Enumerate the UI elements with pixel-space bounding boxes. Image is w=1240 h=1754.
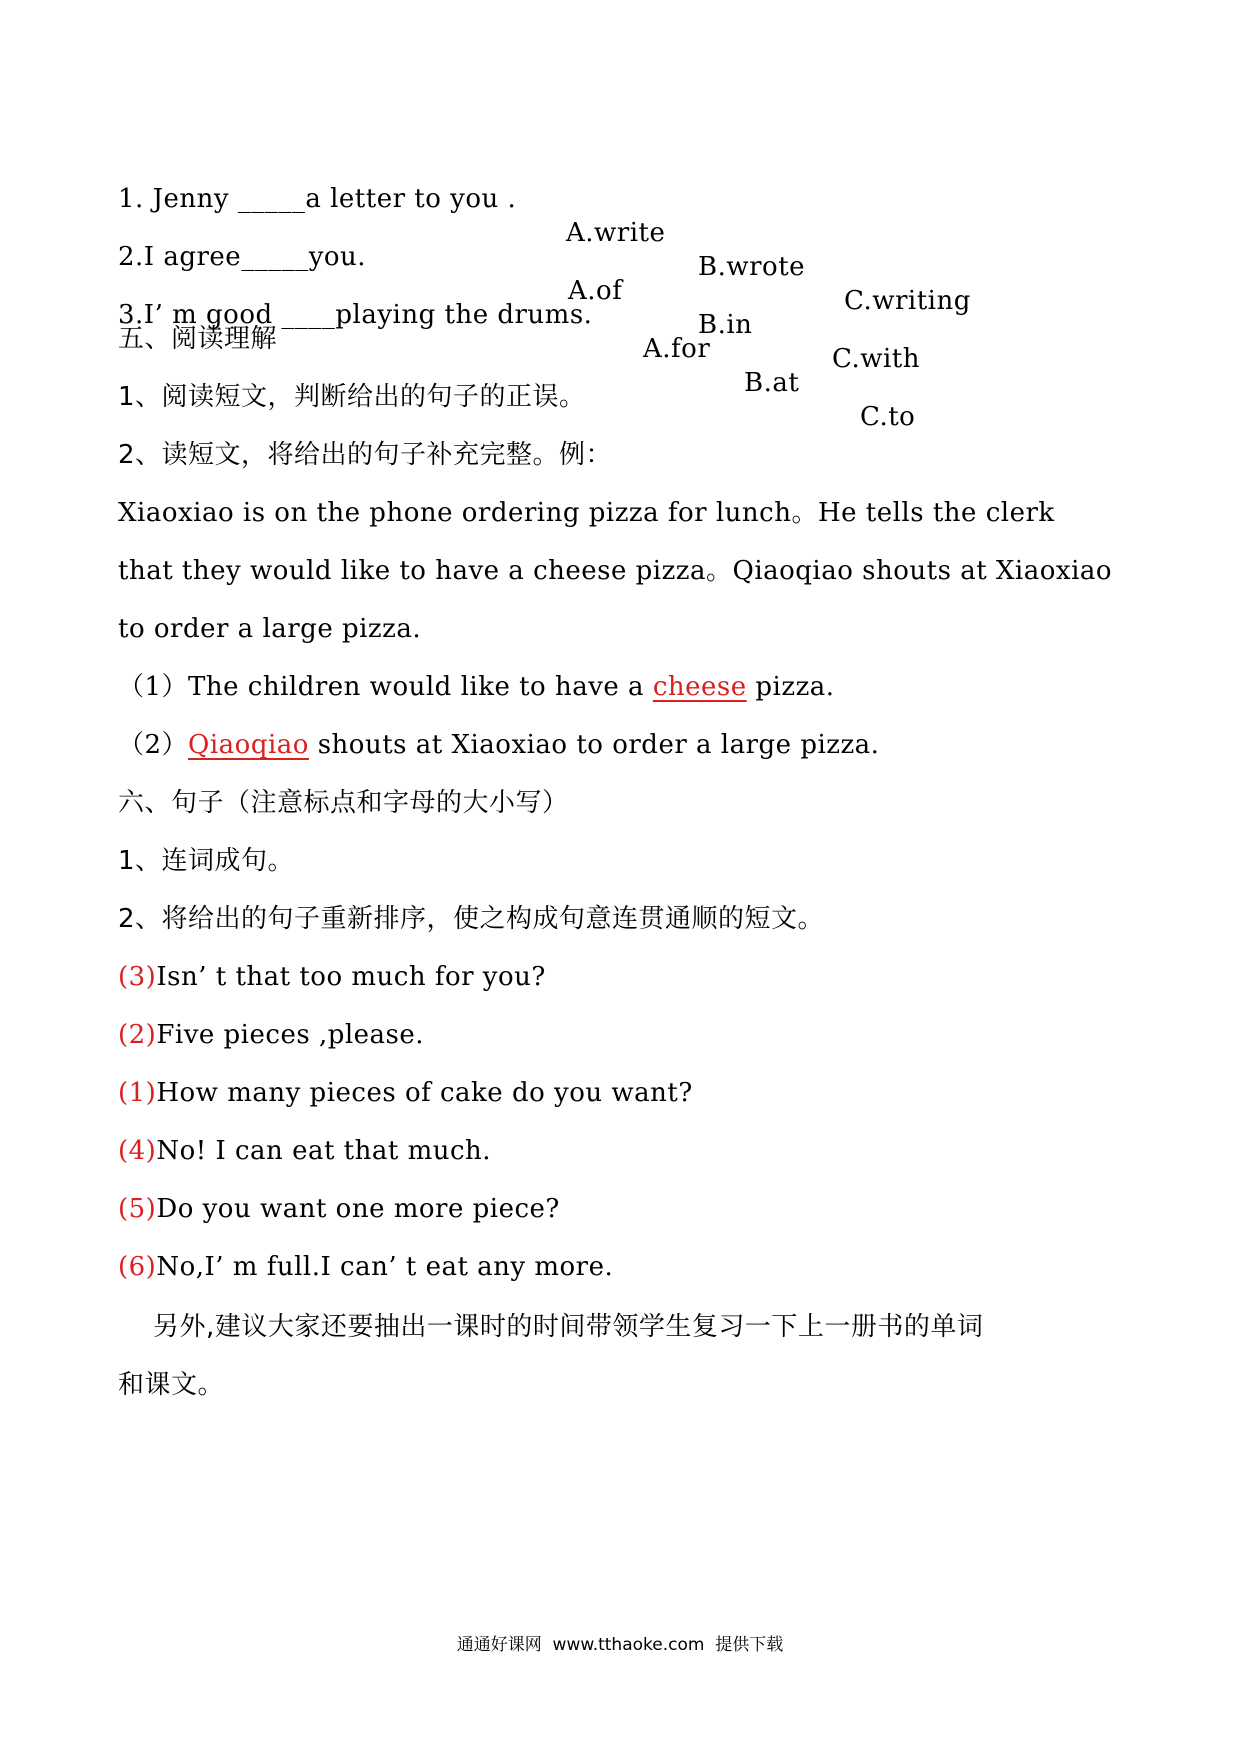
- question-3-option-a: A.for: [643, 334, 711, 364]
- question-1-stem: 1. Jenny _____a letter to you .: [118, 184, 517, 214]
- closing-line-1: 另外,建议大家还要抽出一课时的时间带领学生复习一下上一册书的单词: [118, 1312, 984, 1342]
- question-1-option-a: A.write: [566, 218, 666, 248]
- question-2-stem: 2.I agree_____you.: [118, 242, 367, 272]
- order-number: (4): [118, 1136, 157, 1166]
- example-1: [118, 670, 835, 704]
- order-line-3: [118, 1076, 693, 1110]
- section-6-title: 六、句子（注意标点和字母的大小写）: [118, 788, 569, 818]
- section-5-item-1: 1、阅读短文，判断给出的句子的正误。: [118, 382, 586, 412]
- section-5-item-2: 2、读短文，将给出的句子补充完整。例：: [118, 440, 613, 470]
- order-number: (2): [118, 1020, 157, 1050]
- example-2-answer: Qiaoqiao: [188, 730, 309, 760]
- order-sentence: How many pieces of cake do you want?: [156, 1078, 693, 1108]
- order-sentence: Five pieces ,please.: [156, 1020, 425, 1050]
- order-line-5: [118, 1192, 560, 1226]
- example-2-before: （2）: [118, 730, 189, 760]
- passage-line-2: that they would like to have a cheese pizza。Qiaoqiao shouts at Xiaoxiao: [118, 556, 1113, 586]
- order-number: (5): [118, 1194, 157, 1224]
- section-6-item-1: 1、连词成句。: [118, 846, 295, 876]
- section-5-title: 五、阅读理解: [118, 324, 278, 354]
- question-1-option-b: B.wrote: [698, 252, 806, 282]
- order-number: (6): [118, 1252, 157, 1282]
- order-line-1: [118, 960, 546, 994]
- question-2-option-c: C.with: [832, 344, 920, 374]
- passage-line-3: to order a large pizza.: [118, 614, 422, 644]
- example-2-after: shouts at Xiaoxiao to order a large pizza.: [308, 730, 880, 760]
- section-6-item-2: 2、将给出的句子重新排序，使之构成句意连贯通顺的短文。: [118, 904, 825, 934]
- page-footer: 通通好课网 www.tthaoke.com 提供下载: [456, 1635, 784, 1655]
- passage-line-1: Xiaoxiao is on the phone ordering pizza for lunch。He tells the clerk: [118, 498, 1055, 528]
- question-2-option-b: B.in: [698, 310, 753, 340]
- order-sentence: No! I can eat that much.: [156, 1136, 492, 1166]
- example-2: [118, 728, 879, 762]
- order-line-4: [118, 1134, 491, 1168]
- order-line-2: [118, 1018, 424, 1052]
- question-1-option-c: C.writing: [844, 286, 971, 316]
- question-3-option-c: C.to: [860, 402, 916, 432]
- order-sentence: Isn’ t that too much for you?: [156, 962, 546, 992]
- question-2-option-a: A.of: [568, 276, 623, 306]
- question-3-stem: 3.I’ m good ____playing the drums.: [118, 300, 593, 330]
- question-3-option-b: B.at: [744, 368, 800, 398]
- order-number: (1): [118, 1078, 157, 1108]
- example-1-before: （1）The children would like to have a: [118, 672, 653, 702]
- example-1-answer: cheese: [652, 672, 747, 702]
- example-1-after: pizza.: [746, 672, 835, 702]
- order-number: (3): [118, 962, 157, 992]
- order-line-6: [118, 1250, 613, 1284]
- closing-line-2: 和课文。: [118, 1370, 225, 1400]
- order-sentence: No,I’ m full.I can’ t eat any more.: [156, 1252, 614, 1282]
- order-sentence: Do you want one more piece?: [156, 1194, 560, 1224]
